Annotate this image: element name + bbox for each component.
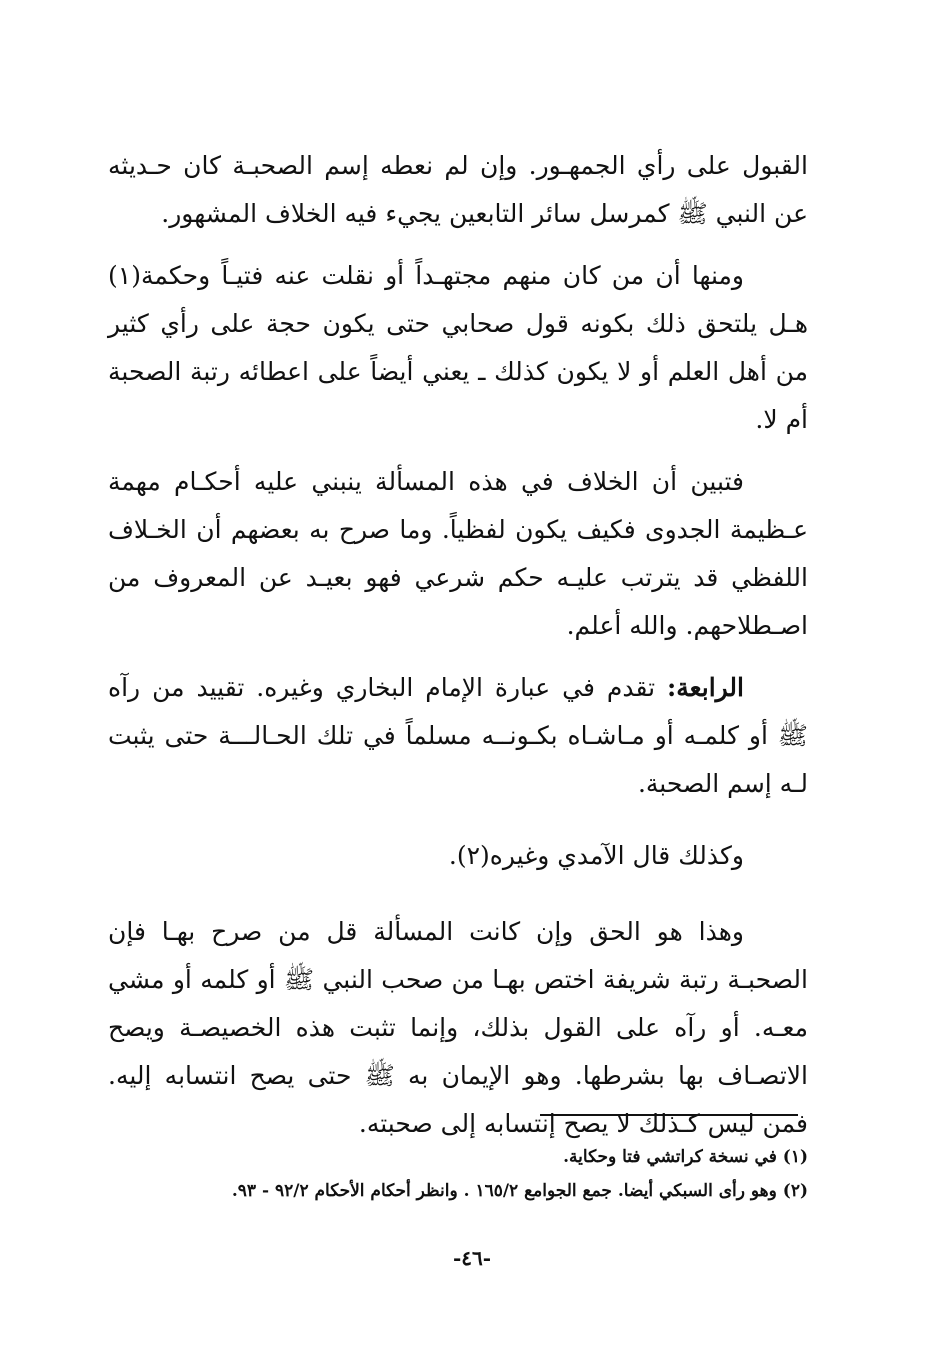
paragraph-5: وكذلك قال الآمدي وغيره(٢).	[448, 841, 744, 870]
paragraph-6: وهذا هو الحق وإن كانت المسألة قل من صرح بهـا فإن الصحبـة رتبة شريفة اختص بهـا من صحب النبي ﷺ أو كلمه أو مشي معـه. أو رآه على القول بذلك، وإنما تثبت هذه الخصيصـة ويصح الاتصـاف بها بشرطها. وهو الإيمان به ﷺ حتى يصح انتسابه إليه. فمن ليس كـذلك لا يصح إنتسابه إلى صحبته.	[108, 917, 808, 1138]
page-number: -٤٦-	[452, 1246, 492, 1270]
paragraph-2: ومنها أن من كان منهم مجتهـداً أو نقلت عنه فتيـاً وحكمة(١) هـل يلتحق ذلك بكونه قول صحابي حتى يكون حجة على رأي كثير من أهل العلم أو لا يكون كذلك ـ يعني أيضاً على اعطائه رتبة الصحبة أم لا.	[108, 261, 808, 434]
footnote-2: (٢) وهو رأى السبكي أيضا. جمع الجوامع ١٦٥/٢ . وانظر أحكام الأحكام ٩٢/٢ - ٩٣.	[231, 1181, 808, 1201]
paragraph-4-heading: الرابعة:	[667, 673, 744, 702]
footnote-1: (١) في نسخة كراتشي فتا وحكاية.	[563, 1147, 808, 1167]
footnote-separator	[540, 1114, 798, 1116]
paragraph-3: فتبين أن الخلاف في هذه المسألة ينبني عليه أحكـام مهمة عـظيمة الجدوى فكيف يكون لفظياً. وما صرح به بعضهم أن الخـلاف اللفظي قد يترتب عليـه حكم شرعي فهو بعيـد عن المعروف من اصـطلاحهم. والله أعلم.	[108, 467, 808, 640]
paragraph-4	[108, 664, 808, 808]
main-text	[108, 142, 808, 1162]
paragraph-1: القبول على رأي الجمهـور. وإن لم نعطه إسم الصحبـة كان حـديثه عن النبي ﷺ كمرسل سائر التابعين يجيء فيه الخلاف المشهور.	[108, 151, 808, 228]
footnotes	[108, 1140, 808, 1208]
paragraph-4-body: تقدم في عبارة الإمام البخاري وغيره. تقييد من رآه ﷺ أو كلمـه أو مـاشـاه بكـونــه مسلماً في تلك الحـالـــة حتى يثبت لـه إسم الصحبة.	[108, 673, 808, 798]
